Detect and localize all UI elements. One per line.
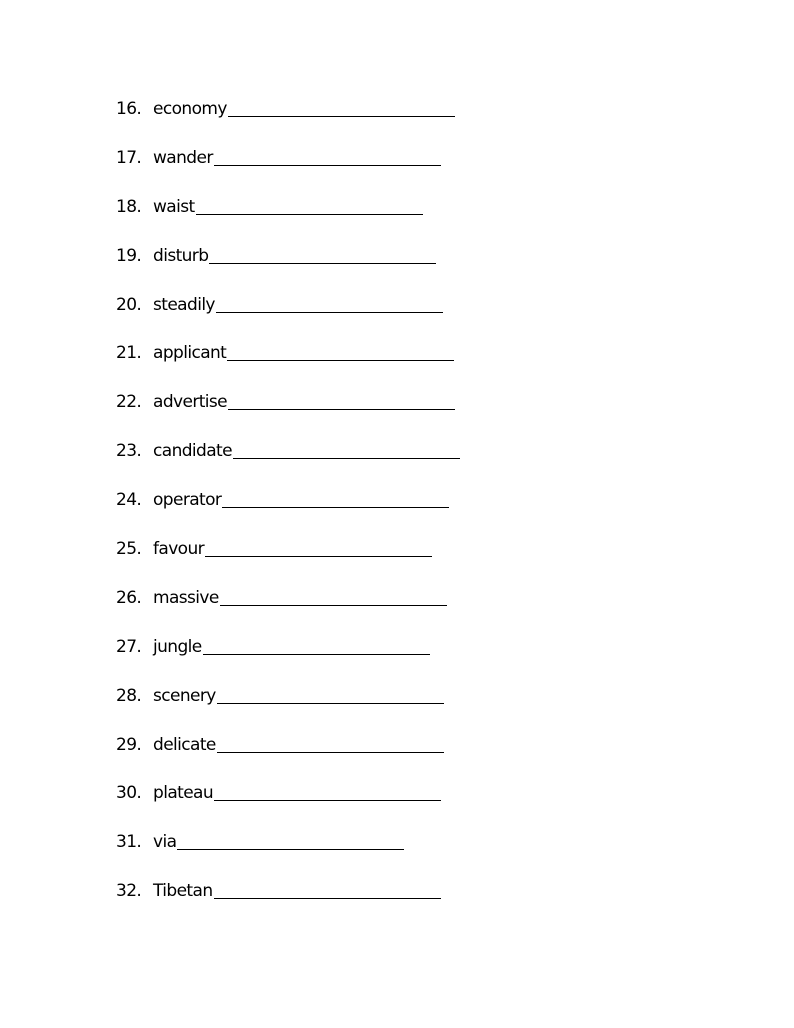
list-item	[116, 732, 460, 781]
item-number: 32.	[116, 881, 142, 902]
list-item	[116, 585, 460, 634]
answer-blank[interactable]	[227, 340, 454, 361]
item-number: 27.	[116, 636, 142, 657]
item-number: 21.	[116, 343, 142, 364]
answer-blank[interactable]	[177, 829, 404, 850]
item-number: 26.	[116, 587, 142, 608]
item-word: favour	[153, 539, 205, 560]
list-item	[116, 292, 460, 341]
list-item	[116, 683, 460, 732]
item-word: delicate	[153, 734, 216, 755]
item-number: 20.	[116, 294, 142, 315]
list-item	[116, 194, 460, 243]
item-word: via	[153, 832, 177, 853]
item-number: 17.	[116, 147, 142, 168]
answer-blank[interactable]	[203, 634, 430, 655]
item-number: 24.	[116, 490, 142, 511]
item-number: 29.	[116, 734, 142, 755]
item-word: candidate	[153, 441, 232, 462]
vocabulary-list	[116, 96, 460, 927]
item-word: wander	[153, 147, 213, 168]
answer-blank[interactable]	[214, 878, 441, 899]
list-item	[116, 243, 460, 292]
answer-blank[interactable]	[228, 96, 455, 117]
list-item	[116, 145, 460, 194]
item-number: 25.	[116, 539, 142, 560]
item-number: 19.	[116, 245, 142, 266]
list-item	[116, 780, 460, 829]
item-word: waist	[153, 196, 195, 217]
item-word: applicant	[153, 343, 227, 364]
list-item	[116, 634, 460, 683]
answer-blank[interactable]	[217, 683, 444, 704]
answer-blank[interactable]	[217, 732, 444, 753]
item-number: 23.	[116, 441, 142, 462]
answer-blank[interactable]	[209, 243, 436, 264]
answer-blank[interactable]	[233, 438, 460, 459]
answer-blank[interactable]	[220, 585, 447, 606]
item-number: 16.	[116, 99, 142, 119]
answer-blank[interactable]	[214, 780, 441, 801]
answer-blank[interactable]	[196, 194, 423, 215]
item-number: 31.	[116, 832, 142, 853]
item-word: scenery	[153, 685, 216, 706]
item-number: 22.	[116, 392, 142, 413]
list-item	[116, 340, 460, 389]
list-item	[116, 389, 460, 438]
item-word: plateau	[153, 783, 214, 804]
answer-blank[interactable]	[228, 389, 455, 410]
list-item	[116, 438, 460, 487]
answer-blank[interactable]	[222, 487, 449, 508]
answer-blank[interactable]	[216, 292, 443, 313]
item-word: Tibetan	[153, 881, 213, 902]
list-item	[116, 96, 460, 145]
answer-blank[interactable]	[205, 536, 432, 557]
item-word: massive	[153, 587, 219, 608]
item-number: 28.	[116, 685, 142, 706]
item-number: 30.	[116, 783, 142, 804]
item-word: economy	[153, 99, 227, 119]
item-number: 18.	[116, 196, 142, 217]
list-item	[116, 878, 460, 927]
list-item	[116, 487, 460, 536]
item-word: steadily	[153, 294, 215, 315]
item-word: advertise	[153, 392, 228, 413]
list-item	[116, 829, 460, 878]
answer-blank[interactable]	[214, 145, 441, 166]
item-word: jungle	[153, 636, 202, 657]
item-word: operator	[153, 490, 222, 511]
item-word: disturb	[153, 245, 209, 266]
list-item	[116, 536, 460, 585]
